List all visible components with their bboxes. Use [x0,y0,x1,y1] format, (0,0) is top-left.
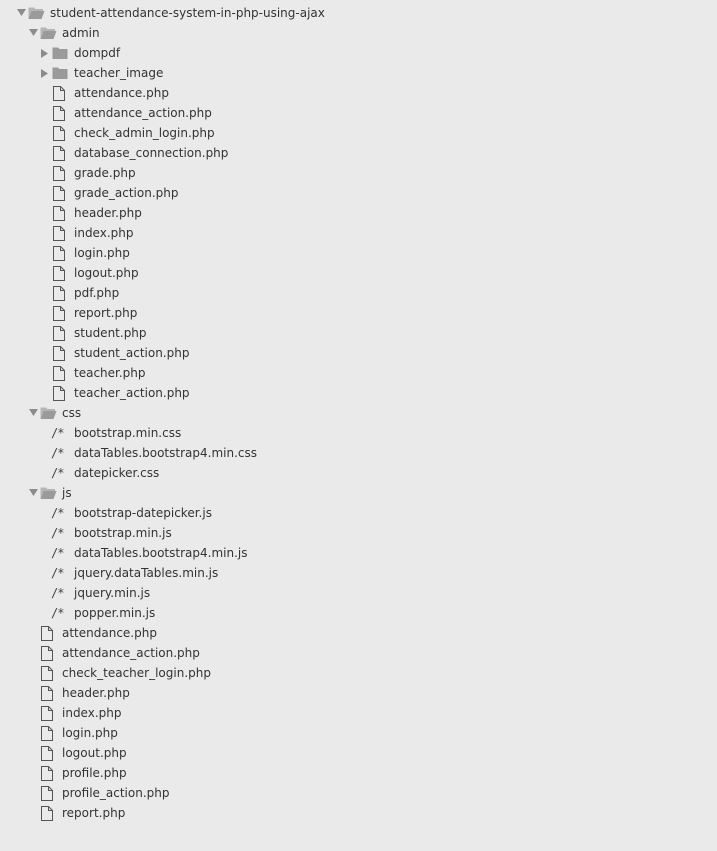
file-icon [38,643,58,663]
tree-file-row[interactable] [0,503,717,523]
file-icon [50,123,70,143]
tree-file-row[interactable] [0,603,717,623]
tree-file-row[interactable] [0,143,717,163]
tree-file-row[interactable] [0,323,717,343]
code-file-icon: /* [51,526,64,540]
tree-file-row[interactable] [0,623,717,643]
tree-file-row[interactable] [0,283,717,303]
tree-item-label: login.php [74,246,130,260]
tree-folder-row[interactable] [0,483,717,503]
file-icon [50,383,70,403]
tree-item-label: attendance_action.php [62,646,200,660]
code-file-icon: /* [51,546,64,560]
tree-item-label: index.php [62,706,122,720]
tree-item-label: database_connection.php [74,146,229,160]
tree-item-label: index.php [74,226,134,240]
tree-item-label: attendance.php [62,626,157,640]
code-file-icon: /* [51,426,64,440]
file-icon [50,103,70,123]
tree-item-label: grade.php [74,166,136,180]
tree-file-row[interactable] [0,83,717,103]
file-icon [50,163,70,183]
tree-file-row[interactable] [0,723,717,743]
tree-file-row[interactable] [0,423,717,443]
tree-item-label: js [62,486,72,500]
tree-file-row[interactable] [0,223,717,243]
tree-item-label: bootstrap.min.js [74,526,172,540]
file-icon [38,803,58,823]
file-icon [38,783,58,803]
file-icon [50,363,70,383]
tree-file-row[interactable] [0,663,717,683]
tree-file-row[interactable] [0,803,717,823]
tree-file-row[interactable] [0,683,717,703]
chevron-down-icon[interactable] [28,403,38,423]
tree-item-label: check_teacher_login.php [62,666,211,680]
file-icon [50,243,70,263]
tree-file-row[interactable] [0,643,717,663]
tree-file-row[interactable] [0,523,717,543]
tree-item-label: admin [62,26,100,40]
tree-file-row[interactable] [0,443,717,463]
tree-item-label: profile.php [62,766,127,780]
folder-icon [38,23,58,43]
tree-item-label: teacher.php [74,366,146,380]
tree-item-label: popper.min.js [74,606,156,620]
tree-item-label: logout.php [62,746,127,760]
tree-item-label: attendance.php [74,86,169,100]
tree-file-row[interactable] [0,383,717,403]
tree-file-row[interactable] [0,463,717,483]
file-icon [50,203,70,223]
tree-file-row[interactable] [0,303,717,323]
tree-item-label: header.php [74,206,142,220]
file-icon [38,703,58,723]
chevron-right-icon[interactable] [40,63,50,83]
tree-item-label: dataTables.bootstrap4.min.css [74,446,257,460]
code-file-icon: /* [51,446,64,460]
tree-item-label: teacher_image [74,66,164,80]
code-file-icon: /* [51,606,64,620]
tree-file-row[interactable] [0,163,717,183]
tree-item-label: teacher_action.php [74,386,190,400]
tree-item-label: check_admin_login.php [74,126,215,140]
tree-folder-row[interactable] [0,3,717,23]
tree-item-label: student-attendance-system-in-php-using-ajax [50,6,325,20]
tree-file-row[interactable] [0,203,717,223]
file-icon [50,83,70,103]
file-icon [38,743,58,763]
tree-file-row[interactable] [0,243,717,263]
tree-file-row[interactable] [0,783,717,803]
tree-item-label: profile_action.php [62,786,170,800]
tree-file-row[interactable] [0,103,717,123]
file-icon [38,763,58,783]
chevron-right-icon[interactable] [40,43,50,63]
code-file-icon: /* [51,566,64,580]
file-icon [38,663,58,683]
file-icon [50,343,70,363]
tree-file-row[interactable] [0,123,717,143]
file-tree [0,3,717,823]
tree-file-row[interactable] [0,363,717,383]
folder-icon [38,483,58,503]
tree-file-row[interactable] [0,543,717,563]
folder-icon [38,403,58,423]
tree-file-row[interactable] [0,763,717,783]
tree-item-label: report.php [74,306,138,320]
tree-file-row[interactable] [0,703,717,723]
file-icon [50,303,70,323]
folder-icon [50,63,70,83]
chevron-down-icon[interactable] [28,23,38,43]
tree-item-label: report.php [62,806,126,820]
tree-item-label: jquery.dataTables.min.js [74,566,219,580]
tree-item-label: dataTables.bootstrap4.min.js [74,546,248,560]
tree-item-label: student.php [74,326,147,340]
tree-folder-row[interactable] [0,403,717,423]
file-icon [38,723,58,743]
tree-file-row[interactable] [0,563,717,583]
tree-item-label: bootstrap-datepicker.js [74,506,212,520]
tree-file-row[interactable] [0,743,717,763]
tree-item-label: logout.php [74,266,139,280]
folder-icon [50,43,70,63]
file-icon [50,263,70,283]
file-icon [50,143,70,163]
folder-icon [26,3,46,23]
tree-file-row[interactable] [0,263,717,283]
file-icon [50,283,70,303]
tree-file-row[interactable] [0,183,717,203]
tree-item-label: header.php [62,686,130,700]
tree-item-label: css [62,406,82,420]
code-file-icon: /* [51,466,64,480]
chevron-down-icon[interactable] [16,3,26,23]
tree-item-label: jquery.min.js [74,586,151,600]
file-icon [50,323,70,343]
code-file-icon: /* [51,506,64,520]
tree-item-label: pdf.php [74,286,120,300]
tree-item-label: login.php [62,726,118,740]
file-icon [50,183,70,203]
tree-folder-row[interactable] [0,43,717,63]
tree-item-label: grade_action.php [74,186,179,200]
tree-item-label: datepicker.css [74,466,160,480]
file-icon [38,623,58,643]
tree-item-label: student_action.php [74,346,190,360]
tree-item-label: dompdf [74,46,121,60]
tree-file-row[interactable] [0,583,717,603]
tree-file-row[interactable] [0,343,717,363]
file-icon [38,683,58,703]
chevron-down-icon[interactable] [28,483,38,503]
code-file-icon: /* [51,586,64,600]
file-icon [50,223,70,243]
tree-item-label: attendance_action.php [74,106,212,120]
tree-item-label: bootstrap.min.css [74,426,182,440]
tree-folder-row[interactable] [0,63,717,83]
tree-folder-row[interactable] [0,23,717,43]
